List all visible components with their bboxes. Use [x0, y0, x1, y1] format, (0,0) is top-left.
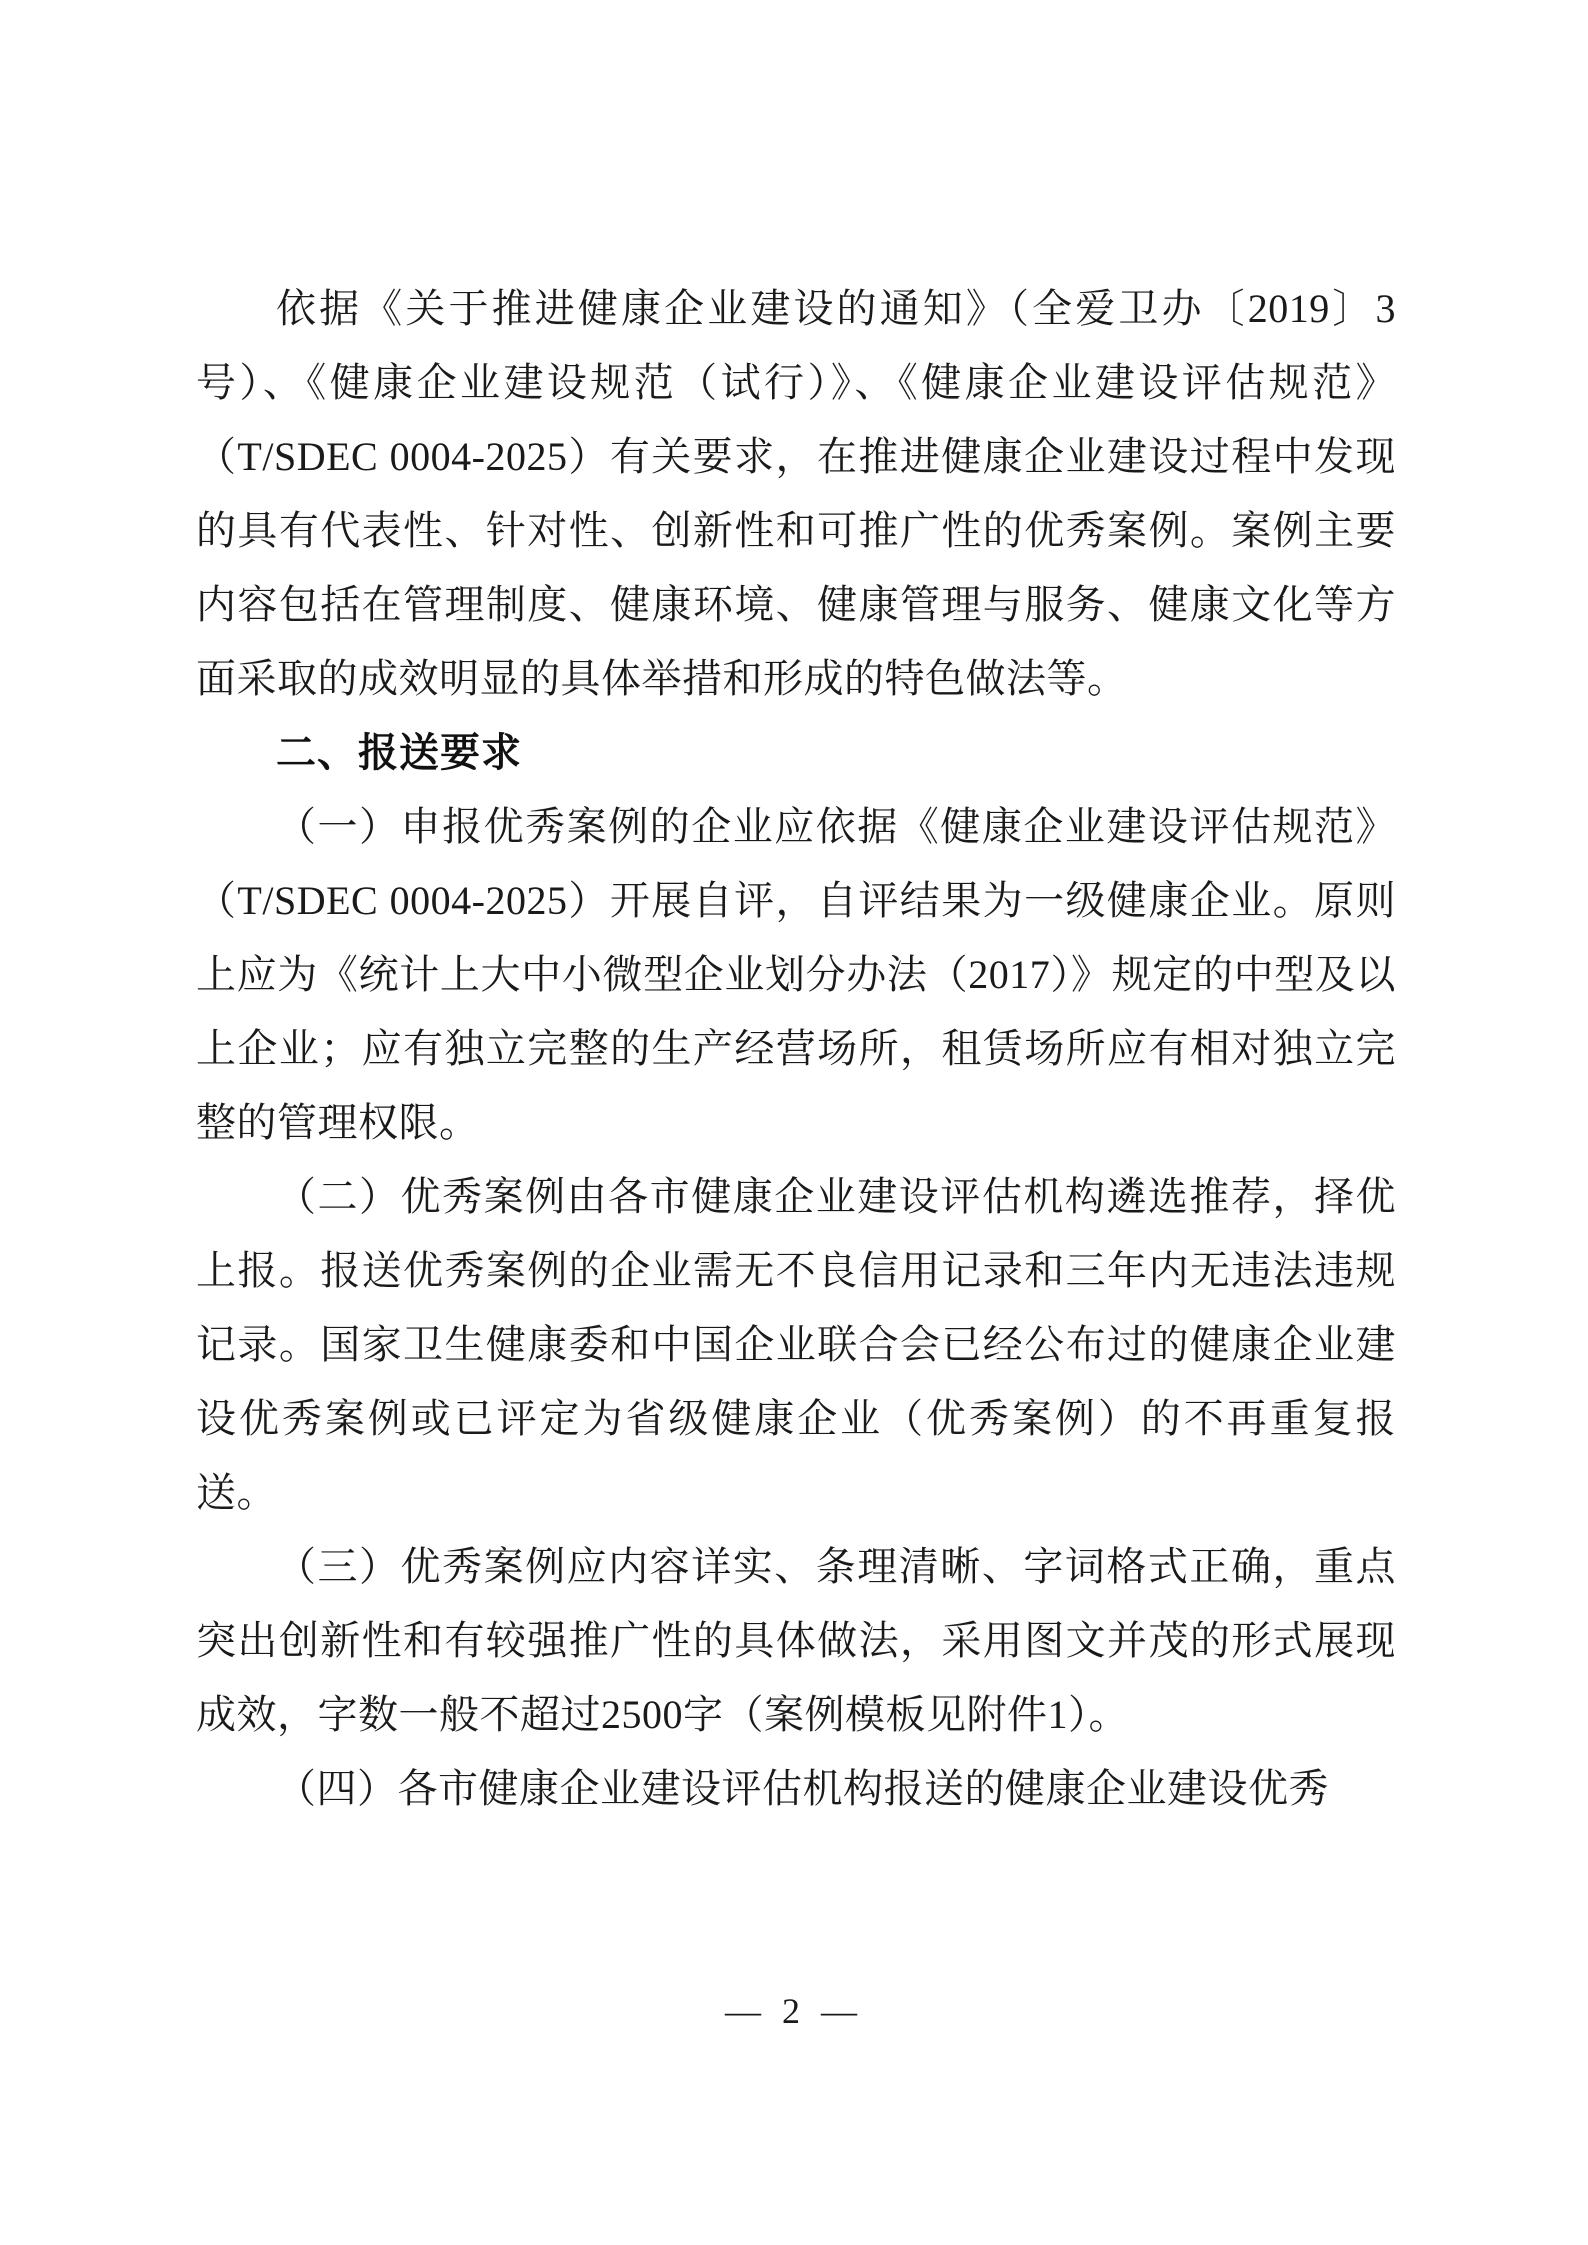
paragraph-basis: 依据《关于推进健康企业建设的通知》（全爱卫办〔2019〕3号）、《健康企业建设规范（试行）》、《健康企业建设评估规范》（T/SDEC 0004-2025）有关要求，在推进健康企业建设过程中发现的具有代表性、针对性、创新性和可推广性的优秀案例。案例主要内容包括在管理制度、健康环境、健康管理与服务、健康文化等方面采取的成效明显的具体举措和形成的特色做法等。 [196, 286, 1396, 701]
paragraph-item-2: （二）优秀案例由各市健康企业建设评估机构遴选推荐，择优上报。报送优秀案例的企业需无不良信用记录和三年内无违法违规记录。国家卫生健康委和中国企业联合会已经公布过的健康企业建设优秀案例或已评定为省级健康企业（优秀案例）的不再重复报送。 [196, 1174, 1396, 1515]
section-heading-report-requirements: 二、报送要求 [276, 731, 522, 775]
document-body [196, 272, 1396, 1826]
paragraph-item-3: （三）优秀案例应内容详实、条理清晰、字词格式正确，重点突出创新性和有较强推广性的具体做法，采用图文并茂的形式展现成效，字数一般不超过2500字（案例模板见附件1）。 [196, 1544, 1396, 1737]
paragraph-item-1: （一）申报优秀案例的企业应依据《健康企业建设评估规范》（T/SDEC 0004-2025）开展自评，自评结果为一级健康企业。原则上应为《统计上大中小微型企业划分办法（2017）》规定的中型及以上企业；应有独立完整的生产经营场所，租赁场所应有相对独立完整的管理权限。 [196, 804, 1396, 1145]
page-number: — 2 — [725, 1991, 863, 2031]
paragraph-item-4: （四）各市健康企业建设评估机构报送的健康企业建设优秀 [276, 1766, 1329, 1811]
